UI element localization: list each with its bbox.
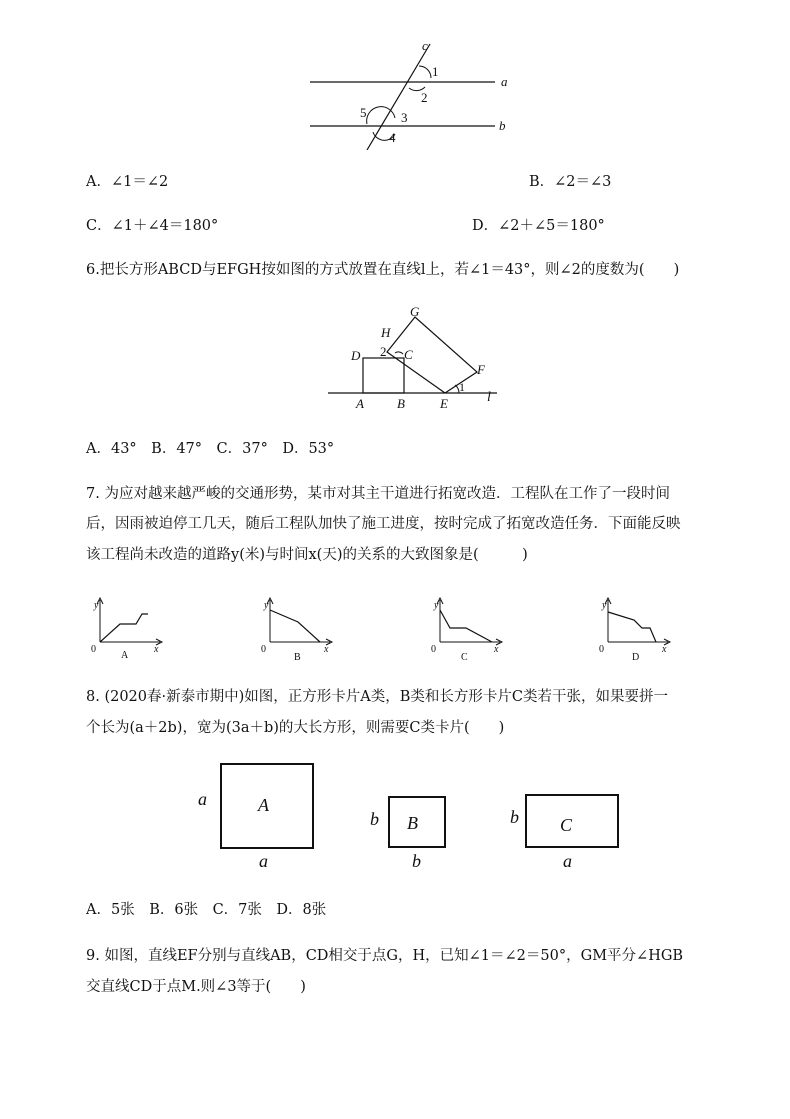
q5-label-1: 1	[432, 64, 439, 79]
q8-card-a-bottom: a	[259, 851, 268, 871]
q6-label-e: E	[440, 396, 448, 411]
q6-label-2: 2	[380, 344, 387, 359]
q6-label-1: 1	[459, 380, 465, 394]
q8-card-c-bottom: a	[563, 851, 572, 871]
q7d-o: 0	[599, 644, 604, 655]
q5-option-b: B．∠2＝∠3	[529, 174, 612, 190]
q7b-y: y	[264, 600, 269, 611]
q7-stem-line-2: 后，因雨被迫停工几天，随后工程队加快了施工进度，按时完成了拓宽改造任务．下面能反映	[86, 516, 681, 532]
q5-label-4: 4	[389, 130, 396, 145]
q8-card-c-name: C	[560, 815, 573, 835]
q7-graph-a	[88, 594, 168, 662]
q7c-y: y	[434, 600, 439, 611]
q6-label-f: F	[477, 362, 485, 377]
q7c-label: C	[461, 652, 468, 662]
q8-card-a-name: A	[258, 795, 269, 815]
q7a-x: x	[154, 644, 159, 655]
q6-label-g: G	[410, 304, 420, 319]
q7a-y: y	[94, 600, 99, 611]
q9-stem-line-2: 交直线CD于点M.则∠3等于( )	[86, 979, 306, 995]
q8-card-b-side: b	[370, 809, 379, 829]
q6-options: A．43° B．47° C．37° D．53°	[86, 441, 335, 457]
q6-label-d: D	[351, 348, 361, 363]
q9-stem-line-1: 9. 如图，直线EF分别与直线AB，CD相交于点G，H，已知∠1＝∠2＝50°，GM平分∠HGB	[86, 948, 684, 964]
q6-stem: 6.把长方形ABCD与EFGH按如图的方式放置在直线l上，若∠1＝43°，则∠2的度数为( )	[86, 262, 680, 278]
q8-card-a-side: a	[198, 789, 207, 809]
q7a-o: 0	[91, 644, 96, 655]
q7-stem-line-3: 该工程尚未改造的道路y(米)与时间x(天)的关系的大致图象是( )	[86, 547, 528, 563]
q5-option-c: C．∠1＋∠4＝180°	[86, 218, 219, 234]
q5-label-c: c	[422, 38, 428, 53]
q7-graph-c	[428, 594, 508, 662]
q5-label-3: 3	[401, 110, 408, 125]
q5-option-a: A．∠1＝∠2	[86, 174, 169, 190]
q6-label-l: l	[487, 390, 491, 405]
q7b-label: B	[294, 652, 301, 662]
q7d-x: x	[662, 644, 667, 655]
q6-label-h: H	[381, 325, 391, 340]
q8-cards-figure	[195, 755, 625, 875]
q7b-o: 0	[261, 644, 266, 655]
q5-label-b: b	[499, 118, 506, 133]
q8-options: A．5张 B．6张 C．7张 D．8张	[86, 902, 327, 918]
q6-label-c: C	[404, 347, 413, 362]
q7c-o: 0	[431, 644, 436, 655]
q8-card-b-name: B	[407, 813, 418, 833]
q5-label-5: 5	[360, 105, 367, 120]
q5-figure	[305, 38, 520, 150]
q7-graph-b	[258, 594, 338, 662]
q5-option-d: D．∠2＋∠5＝180°	[472, 218, 605, 234]
q8-stem-line-2: 个长为(a＋2b)，宽为(3a＋b)的大长方形，则需要C类卡片( )	[86, 720, 505, 736]
q7d-y: y	[602, 600, 607, 611]
q7b-x: x	[324, 644, 329, 655]
q8-stem-line-1: 8. (2020春·新泰市期中)如图，正方形卡片A类，B类和长方形卡片C类若干张，如果要拼一	[86, 689, 668, 705]
q5-label-a: a	[501, 74, 508, 89]
q6-figure	[325, 302, 505, 412]
q7d-label: D	[632, 652, 640, 662]
q8-card-c-side: b	[510, 807, 519, 827]
q7-stem-line-1: 7. 为应对越来越严峻的交通形势，某市对其主干道进行拓宽改造．工程队在工作了一段时间	[86, 486, 670, 502]
q7-graph-d	[596, 594, 676, 662]
q6-label-a: A	[356, 396, 364, 411]
q7c-x: x	[494, 644, 499, 655]
q8-card-b-bottom: b	[412, 851, 421, 871]
q5-label-2: 2	[421, 90, 428, 105]
q6-label-b: B	[397, 396, 405, 411]
q7a-label: A	[121, 650, 129, 661]
